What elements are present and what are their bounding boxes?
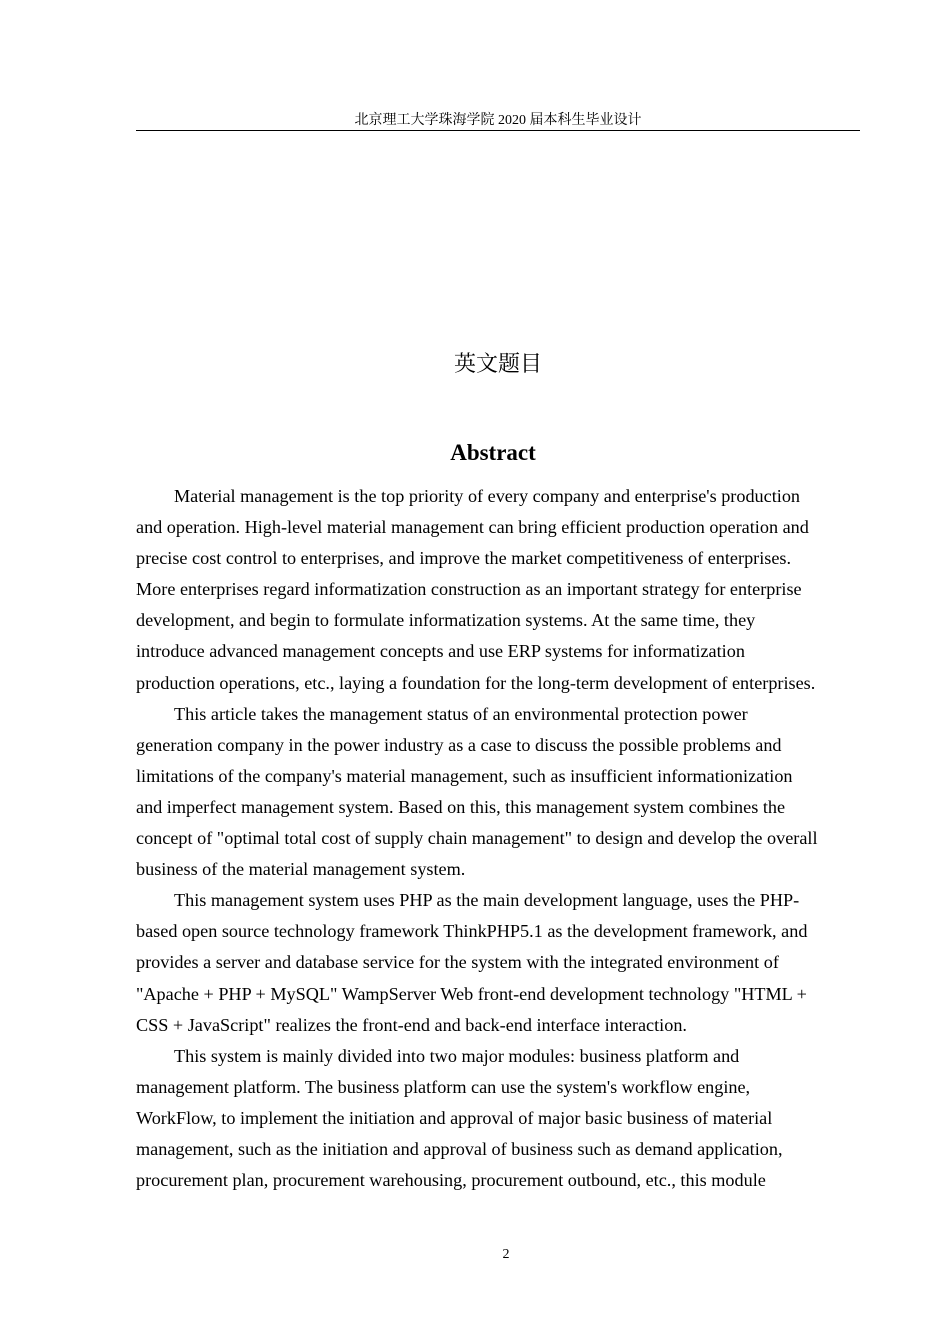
english-title-placeholder: 英文题目 [453,352,542,377]
abstract-body [136,481,860,1196]
abstract-paragraph: Material management is the top priority of every company and enterprise's production and operation. High-level material management can bring efficient production operation and precise cost control to enterprises, and improve the market competitiveness of enterprises. More enterprises regard informatization construction as an important strategy for enterprise development, and begin to formulate informatization systems. At the same time, they introduce advanced management concepts and use ERP systems for informatization production operations, etc., laying a foundation for the long-term development of enterprises. [136,486,816,693]
page-header: 北京理工大学珠海学院 2020 届本科生毕业设计 [354,113,642,128]
abstract-paragraph: This system is mainly divided into two major modules: business platform and management platform. The business platform can use the system's workflow engine, WorkFlow, to implement the initiation and approval of major basic business of material management, such as the initiation and approval of business such as demand application, procurement plan, procurement warehousing, procurement outbound, etc., this module [136,1045,783,1191]
page-number: 2 [502,1247,510,1262]
abstract-paragraph: This management system uses PHP as the main development language, uses the PHP- based open source technology framework ThinkPHP5.1 as the development framework, and provides a server and database service for the system with the integrated environment of "Apache + PHP + MySQL" WampServer Web front-end development technology "HTML + CSS + JavaScript" realizes the front-end and back-end interface interaction. [136,890,808,1035]
abstract-heading: Abstract [450,440,536,465]
abstract-paragraph: This article takes the management status of an environmental protection power generation company in the power industry as a case to discuss the possible problems and limitations of the company's material management, such as insufficient informationization and imperfect management system. Based on this, this management system combines the concept of "optimal total cost of supply chain management" to design and develop the overall business of the material management system. [136,703,818,880]
header-rule [136,130,860,131]
